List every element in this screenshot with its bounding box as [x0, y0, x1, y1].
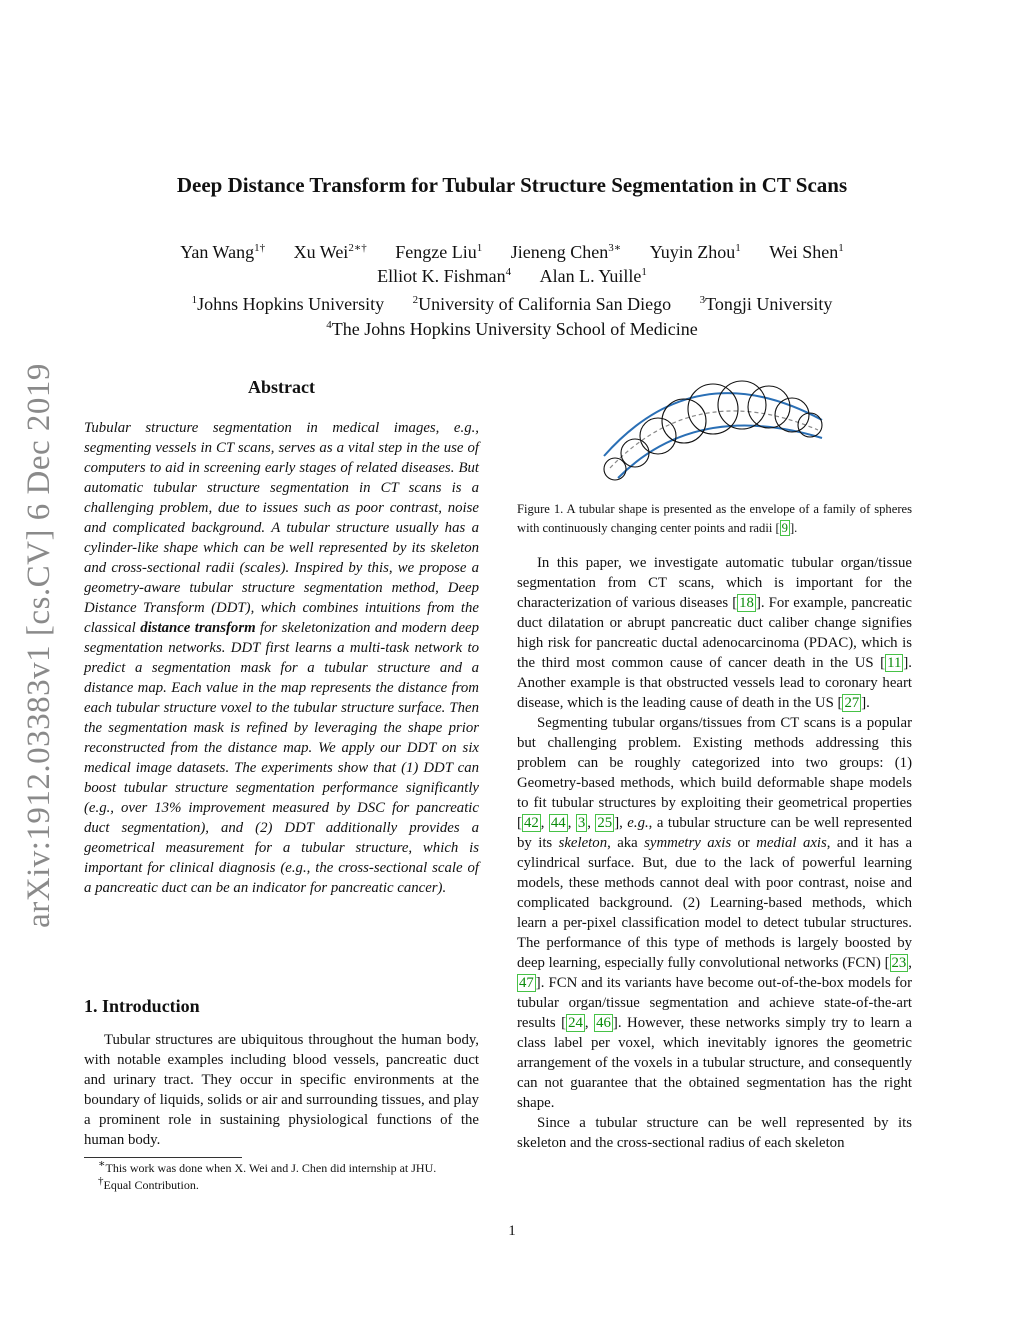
author-list	[0, 240, 1024, 288]
affiliation-row-1	[0, 292, 1024, 317]
citation-link[interactable]: 25	[597, 815, 613, 831]
abstract-heading: Abstract	[248, 377, 315, 397]
citation-link[interactable]: 18	[739, 595, 754, 611]
affiliation: $^2$University of California San Diego	[412, 294, 672, 314]
author-row-2	[0, 264, 1024, 288]
sphere-circle	[748, 386, 790, 428]
citation-link[interactable]: 44	[550, 815, 566, 831]
figure-caption: Figure 1. A tubular shape is presented as the envelope of a family of spheres with continuously changing center points and radii [ 9 ].	[517, 502, 912, 535]
abstract-bold-term: distance transform	[140, 620, 256, 636]
citation-link[interactable]: 46	[596, 1015, 611, 1031]
affiliation: $^3$Tongji University	[699, 294, 833, 314]
citation-link[interactable]: 47	[519, 975, 534, 991]
body-paragraph: In this paper, we investigate automatic tubular organ/tissue segmentation from CT scans, which is important for the characterization of various diseases [ 18 ]. For example, pancreatic duct dilatation or abrupt pancreatic duct caliber change signifies high risk for pancreatic ductal adenocarcinoma (PDAC), which is the third most common cause of cancer death in the US [ 11 ]. Another example is that obstructed vessels lead to coronary heart disease, which is the leading cause of death in the US [ 27 ].	[517, 555, 912, 711]
author: Wei Shen$^1$	[769, 242, 844, 262]
footnote: †Equal Contribution.	[98, 1175, 199, 1192]
footnote-divider	[84, 1157, 242, 1158]
author: Yuyin Zhou$^1$	[649, 242, 741, 262]
author-row-1	[0, 240, 1024, 264]
citation-link[interactable]: 9	[781, 521, 788, 535]
sphere-circle	[798, 413, 822, 437]
affiliation: $^1$Johns Hopkins University	[191, 294, 385, 314]
citation-link[interactable]: 23	[891, 955, 907, 971]
skeleton-dashed-curve	[610, 411, 818, 468]
footnotes	[84, 1160, 504, 1194]
author: Jieneng Chen$^{3∗}$	[510, 242, 622, 262]
footnote: ∗This work was done when X. Wei and J. Chen did internship at JHU.	[98, 1158, 437, 1175]
author: Fengze Liu$^1$	[395, 242, 483, 262]
right-column-body	[517, 553, 912, 1153]
author: Alan L. Yuille$^1$	[539, 266, 647, 286]
body-paragraph: Since a tubular structure can be well represented by its skeleton and the cross-sectional radius of each skeleton	[517, 1115, 912, 1151]
sphere-circle	[604, 458, 626, 480]
citation-link[interactable]: 11	[887, 655, 902, 671]
introduction-heading: 1. Introduction	[84, 996, 200, 1016]
paper-title: Deep Distance Transform for Tubular Structure Segmentation in CT Scans	[176, 173, 848, 197]
affiliation-row-2	[0, 317, 1024, 342]
citation-link[interactable]: 24	[568, 1015, 583, 1031]
author: Xu Wei$^{2∗\dagger}$	[293, 242, 367, 262]
arxiv-stamp-text: arXiv:1912.03383v1 [cs.CV] 6 Dec 2019	[20, 362, 57, 928]
tubular-envelope-figure	[596, 372, 832, 490]
author: Yan Wang$^{1\dagger}$	[180, 242, 266, 262]
arxiv-stamp	[18, 360, 60, 930]
affiliation: $^4$The Johns Hopkins University School of Medicine	[326, 319, 698, 339]
page-number: 1	[508, 1223, 516, 1239]
citation-link[interactable]: 42	[523, 815, 539, 831]
affiliation-list	[0, 292, 1024, 342]
sphere-circle	[640, 418, 676, 454]
author: Elliot K. Fishman$^4$	[377, 266, 512, 286]
citation-link[interactable]: 3	[577, 815, 586, 831]
abstract-text: Tubular structure segmentation in medical images, e.g., segmenting vessels in CT scans, serves as a vital step in the use of computers to aid in screening early stages of related diseases. But automatic tubular structure segmentation in CT scans is a challenging problem, due to issues such as poor contrast, noise and complicated background. A tubular structure usually has a cylinder-like shape which can be well represented by its skeleton and cross-sectional radii (scales). Inspired by this, we propose a geometry-aware tubular structure segmentation method, Deep Distance Transform (DDT), which combines intuitions from the classical distance transform for skeletonization and modern deep segmentation networks. DDT first learns a multi-task network to predict a segmentation mask for a tubular structure and a distance map. Each value in the map represents the distance from each tubular structure voxel to the tubular structure surface. Then the segmentation mask is refined by leveraging the shape prior reconstructed from the distance map. We apply our DDT on six medical image datasets. The experiments show that (1) DDT can boost tubular structure segmentation performance significantly (e.g., over 13% improvement measured by DSC for pancreatic duct segmentation), and (2) DDT additionally provides a geometrical measurement for a tubular structure, which is important for clinical diagnosis (e.g., the cross-sectional scale of a pancreatic duct can be an indicator for pancreatic cancer).	[84, 420, 479, 896]
citation-link[interactable]: 27	[844, 695, 860, 711]
introduction-paragraph: Tubular structures are ubiquitous throughout the human body, with notable examples including blood vessels, pancreatic duct and urinary tract. They occur in specific environments at the boundary of liquids, solids or air and surrounding tissues, and play a prominent role in sustaining physiological functions of the human body.	[84, 1032, 479, 1148]
body-paragraph: Segmenting tubular organs/tissues from CT scans is a popular but challenging problem. Existing methods addressing this problem can be roughly categorized into two groups: (1) Geometry-based methods, which build deformable shape models to fit tubular structures by exploiting their geometrical properties [ 42 , 44 , 3 , 25 ], e.g., a tubular structure can be well represented by its skeleton, aka symmetry axis or medial axis, and it has a cylindrical surface. But, due to the lack of powerful learning models, these methods cannot deal with poor contrast, noise and complicated background. (2) Learning-based methods, which learn a per-pixel classification model to detect tubular structures. The performance of this type of methods is largely boosted by deep learning, especially fully convolutional networks (FCN) [ 23 , 47 ]. FCN and its variants have become out-of-the-box models for tubular organ/tissue segmentation and achieve state-of-the-art results [ 24 , 46 ]. However, these networks simply try to learn a class label per voxel, which inevitably ignores the geometric arrangement of the voxels in a tubular structure, and consequently can not guarantee that the obtained segmentation has the right shape.	[517, 715, 913, 1111]
